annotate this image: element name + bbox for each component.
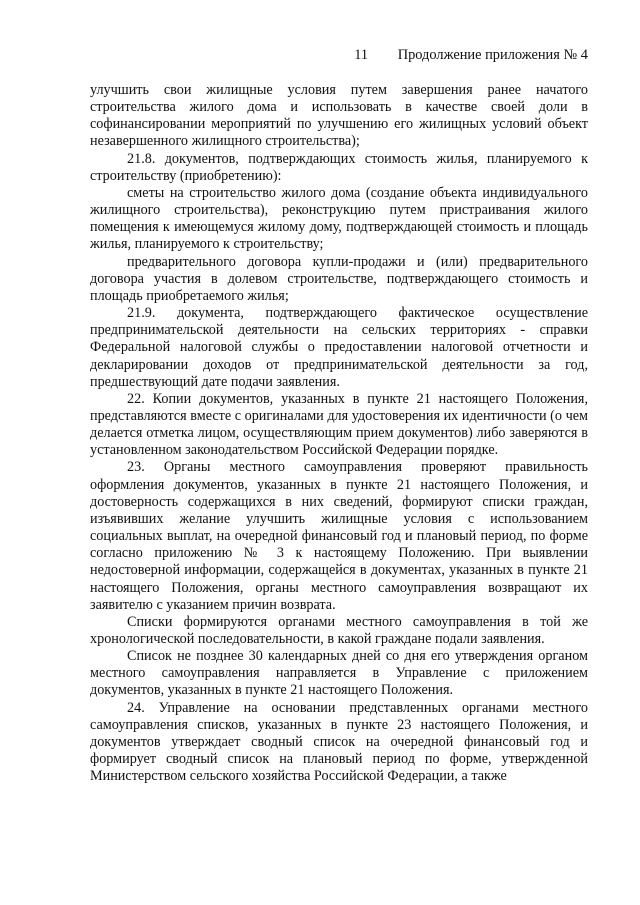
paragraph-list-deadline: Список не позднее 30 календарных дней со дня его утверждения органом местного самоуправления направляется в Управление с приложением документов, указанных в пункте 21 настоящего Положения.	[90, 648, 588, 699]
page-number: 11	[354, 47, 369, 63]
paragraph-continuation: улучшить свои жилищные условия путем завершения ранее начатого строительства жилого дома и использовать в качестве своей доли в софинансировании мероприятий по улучшению его жилищных условий объект незавершенного жилищного строительства);	[90, 82, 588, 150]
paragraph-23: 23. Органы местного самоуправления проверяют правильность оформления документов, указанных в пункте 21 настоящего Положения, и достоверность содержащихся в них сведений, формируют списки граждан, изъявивших желание улучшить жилищные условия с использованием социальных выплат, на очередной финансовый год и плановый период, по форме согласно приложению № 3 к настоящему Положению. При выявлении недостоверной информации, содержащейся в документах, указанных в пункте 21 настоящего Положения, органы местного самоуправления возвращают их заявителю с указанием причин возврата.	[90, 459, 588, 613]
page-header-title: Продолжение приложения № 4	[397, 47, 588, 63]
document-body	[90, 82, 588, 785]
paragraph-22: 22. Копии документов, указанных в пункте 21 настоящего Положения, представляются вместе с оригиналами для удостоверения их идентичности (о чем делается отметка лицом, осуществляющим прием документов) либо заверяются в установленном законодательством Российской Федерации порядке.	[90, 390, 588, 459]
paragraph-21-9: 21.9. документа, подтверждающего фактическое осуществление предпринимательской деятельности на сельских территориях - справки Федеральной налоговой службы о предоставлении налоговой отчетности и декларировании доходов от предпринимательской деятельности за год, предшествующий дате подачи заявления.	[90, 305, 588, 390]
paragraph-estimates: сметы на строительство жилого дома (создание объекта индивидуального жилищного строительства), реконструкцию путем пристраивания жилого помещения к имеющемуся жилому дому, подтверждающей стоимость и площадь жилья, планируемого к строительству;	[90, 184, 588, 253]
paragraph-preliminary-contract: предварительного договора купли-продажи и (или) предварительного договора участия в долевом строительстве, подтверждающего стоимость и площадь приобретаемого жилья;	[90, 253, 588, 304]
paragraph-lists-formed: Списки формируются органами местного самоуправления в той же хронологической последовательности, в какой граждане подали заявления.	[90, 613, 588, 647]
page-header	[354, 46, 588, 64]
paragraph-21-8: 21.8. документов, подтверждающих стоимость жилья, планируемого к строительству (приобретению):	[90, 150, 588, 184]
paragraph-24: 24. Управление на основании представленных органами местного самоуправления списков, указанных в пункте 23 настоящего Положения, и документов утверждает сводный список на очередной финансовый год и формирует сводный список на плановый период по форме, утвержденной Министерством сельского хозяйства Российской Федерации, а также	[90, 699, 588, 785]
